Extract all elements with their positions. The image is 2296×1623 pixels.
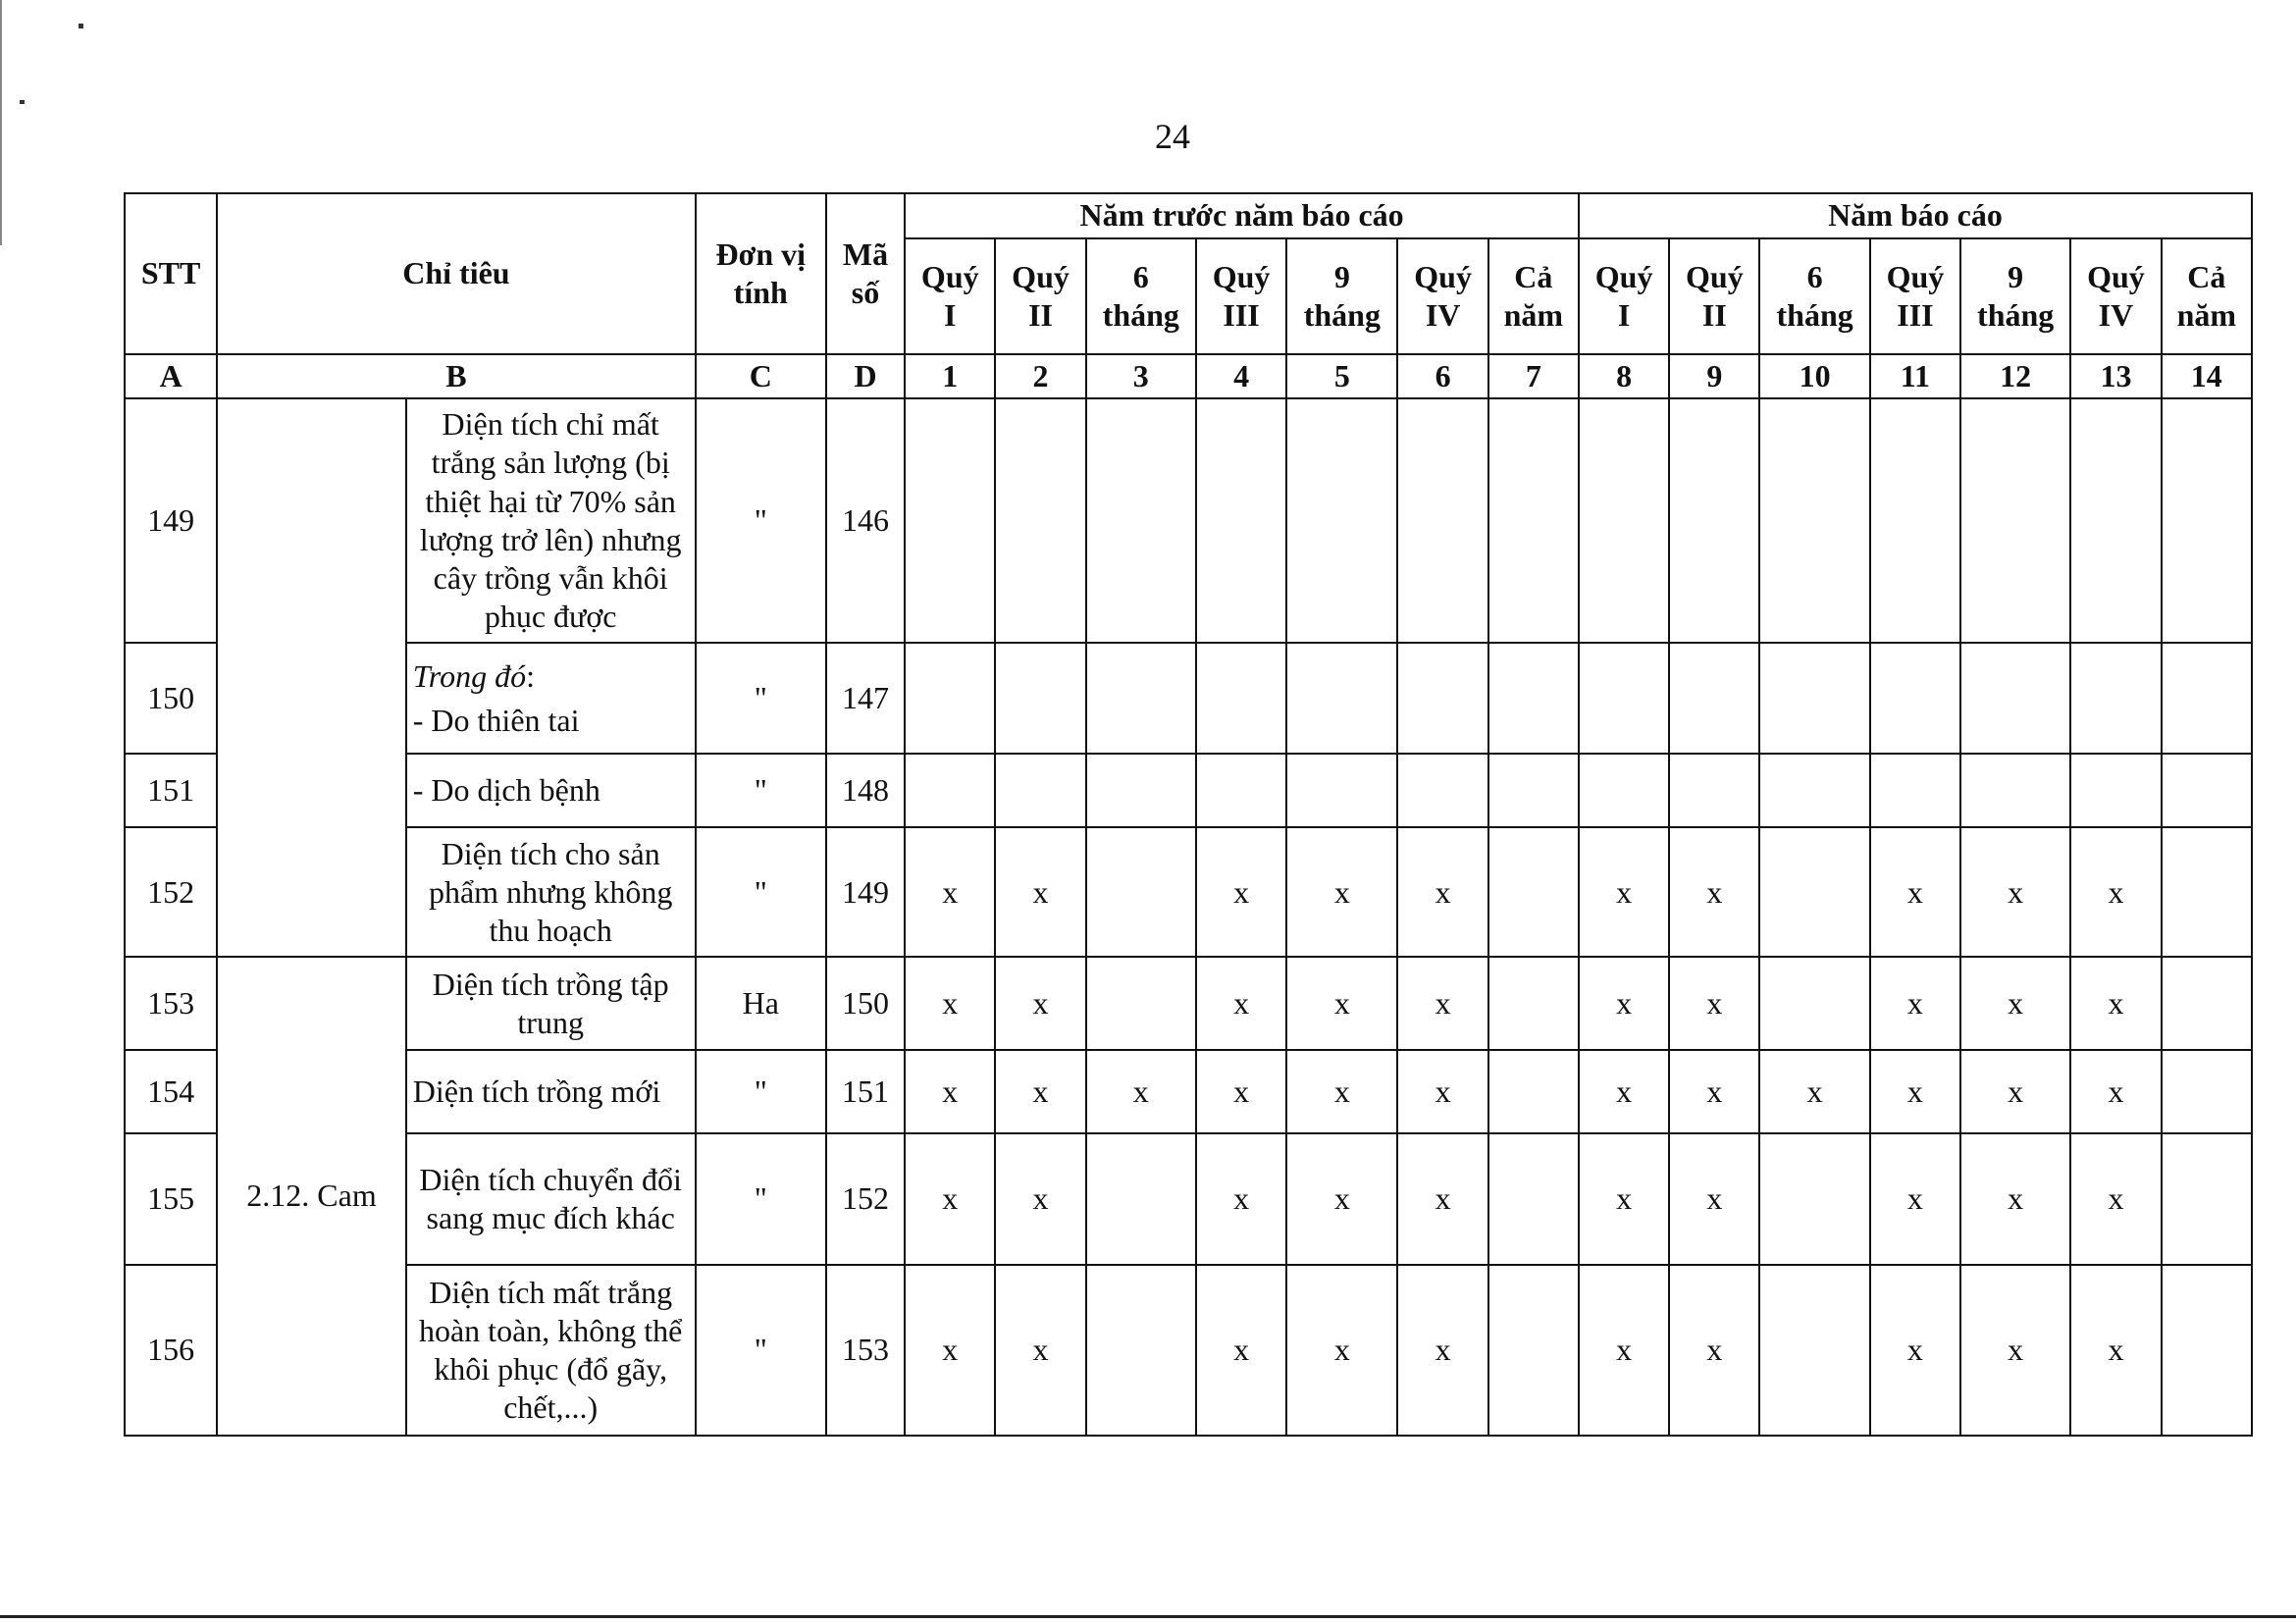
row-cell: x (1196, 827, 1286, 957)
col-code-number: 2 (995, 354, 1085, 398)
row-cell (1759, 398, 1869, 643)
col-code-letter: C (696, 354, 826, 398)
row-cell (1488, 827, 1579, 957)
row-label-italic: Trong đó (412, 657, 527, 694)
row-label: Diện tích chỉ mất trắng sản lượng (bị thiệt hại từ 70% sản lượng trở lên) nhưng cây trồng vẫn khôi phục được (406, 398, 696, 643)
row-cell: x (995, 827, 1085, 957)
row-cell: x (1960, 1265, 2070, 1436)
row-cell (995, 398, 1085, 643)
table-row (125, 398, 2252, 643)
row-cell (1669, 398, 1759, 643)
row-cell: x (995, 1265, 1085, 1436)
footer-rule (0, 1615, 2296, 1618)
row-cell: x (995, 1133, 1085, 1265)
col-code-number: 10 (1759, 354, 1869, 398)
scan-speck (78, 24, 83, 28)
row-cell (1286, 398, 1397, 643)
col-header-period: Cả năm (1488, 238, 1579, 354)
col-header-chi-tieu: Chỉ tiêu (217, 193, 695, 354)
row-cell (1488, 957, 1579, 1050)
row-cell (1397, 754, 1487, 827)
row-cell (1286, 643, 1397, 754)
row-cell: x (1196, 1050, 1286, 1133)
row-cell: x (1579, 827, 1669, 957)
row-cell (905, 398, 995, 643)
col-header-period: 9 tháng (1960, 238, 2070, 354)
col-header-period: Quý IV (1397, 238, 1487, 354)
table-row (125, 1133, 2252, 1265)
row-cell (1759, 827, 1869, 957)
row-cell (2162, 643, 2252, 754)
row-cell: x (1669, 827, 1759, 957)
col-code-number: 4 (1196, 354, 1286, 398)
row-code: 152 (826, 1133, 905, 1265)
row-label: Diện tích chuyển đổi sang mục đích khác (406, 1133, 696, 1265)
row-cell (2162, 827, 2252, 957)
row-cell: x (1196, 957, 1286, 1050)
col-header-period: 6 tháng (1759, 238, 1869, 354)
scan-speck (20, 100, 25, 104)
row-cell: x (1086, 1050, 1196, 1133)
row-cell (1086, 827, 1196, 957)
row-cell (1086, 1133, 1196, 1265)
row-code: 151 (826, 1050, 905, 1133)
row-cell: x (1960, 1050, 2070, 1133)
row-code: 153 (826, 1265, 905, 1436)
header-row-letters (125, 354, 2252, 398)
table-row (125, 827, 2252, 957)
row-cell (995, 643, 1085, 754)
row-cell: x (1870, 957, 1960, 1050)
col-code-number: 9 (1669, 354, 1759, 398)
row-cell (2070, 398, 2161, 643)
row-cell (2070, 754, 2161, 827)
row-cell (1579, 754, 1669, 827)
row-cell: x (1960, 1133, 2070, 1265)
row-cell: x (1397, 957, 1487, 1050)
row-cell (1669, 754, 1759, 827)
row-stt: 152 (125, 827, 217, 957)
row-cell (1086, 643, 1196, 754)
row-cell (2162, 1265, 2252, 1436)
row-label: - Do dịch bệnh (406, 754, 696, 827)
row-cell (1397, 643, 1487, 754)
row-code: 149 (826, 827, 905, 957)
col-header-period: 6 tháng (1086, 238, 1196, 354)
row-cell: x (2070, 827, 2161, 957)
row-cell: x (1286, 1050, 1397, 1133)
col-header-stt: STT (125, 193, 217, 354)
row-cell (1870, 643, 1960, 754)
row-cell: x (995, 1050, 1085, 1133)
row-cell: x (1286, 827, 1397, 957)
col-code-number: 8 (1579, 354, 1669, 398)
row-cell: x (2070, 1133, 2161, 1265)
row-label: Diện tích cho sản phẩm nhưng không thu hoạch (406, 827, 696, 957)
col-code-number: 14 (2162, 354, 2252, 398)
table-row (125, 754, 2252, 827)
col-code-letter: B (217, 354, 695, 398)
row-cell (1086, 1265, 1196, 1436)
row-code: 146 (826, 398, 905, 643)
table-row (125, 1050, 2252, 1133)
row-cell (1759, 957, 1869, 1050)
row-cell (1960, 754, 2070, 827)
row-cell (1086, 398, 1196, 643)
row-cell (1488, 1265, 1579, 1436)
row-cell (1488, 754, 1579, 827)
row-cell (2162, 754, 2252, 827)
row-cell: x (1669, 1133, 1759, 1265)
col-header-ma-so: Mã số (826, 193, 905, 354)
col-group-prev-year: Năm trước năm báo cáo (905, 193, 1579, 238)
row-group-cam: 2.12. Cam (217, 957, 406, 1436)
row-stt: 153 (125, 957, 217, 1050)
row-cell: x (1669, 957, 1759, 1050)
row-cell: x (1669, 1265, 1759, 1436)
row-cell (1086, 957, 1196, 1050)
row-cell (1196, 754, 1286, 827)
row-cell (905, 754, 995, 827)
row-stt: 154 (125, 1050, 217, 1133)
row-cell (1286, 754, 1397, 827)
row-cell (1086, 754, 1196, 827)
row-cell (1488, 643, 1579, 754)
row-unit: " (696, 1265, 826, 1436)
col-group-report-year: Năm báo cáo (1579, 193, 2252, 238)
row-cell (2070, 643, 2161, 754)
row-code: 150 (826, 957, 905, 1050)
row-cell (1759, 1265, 1869, 1436)
col-header-period: Quý III (1196, 238, 1286, 354)
row-cell (1196, 398, 1286, 643)
row-cell: x (1960, 957, 2070, 1050)
row-stt: 151 (125, 754, 217, 827)
row-cell: x (1579, 957, 1669, 1050)
row-unit: " (696, 1133, 826, 1265)
row-cell: x (1196, 1265, 1286, 1436)
row-unit: Ha (696, 957, 826, 1050)
row-cell (1870, 754, 1960, 827)
row-unit: " (696, 1050, 826, 1133)
row-cell: x (905, 1050, 995, 1133)
row-cell (1759, 754, 1869, 827)
col-header-period: Quý II (1669, 238, 1759, 354)
row-label: Diện tích trồng tập trung (406, 957, 696, 1050)
row-cell (1579, 643, 1669, 754)
row-cell: x (1870, 1265, 1960, 1436)
row-unit: " (696, 754, 826, 827)
row-label (406, 643, 696, 754)
row-cell (1397, 398, 1487, 643)
row-cell: x (1579, 1050, 1669, 1133)
row-cell: x (1870, 1133, 1960, 1265)
col-code-number: 6 (1397, 354, 1487, 398)
row-stt: 150 (125, 643, 217, 754)
row-cell: x (1579, 1133, 1669, 1265)
col-code-letter: D (826, 354, 905, 398)
row-unit: " (696, 643, 826, 754)
row-cell: x (1960, 827, 2070, 957)
row-group-upper (217, 398, 406, 957)
row-cell: x (1196, 1133, 1286, 1265)
row-cell (1759, 643, 1869, 754)
row-stt: 149 (125, 398, 217, 643)
row-cell: x (2070, 957, 2161, 1050)
row-cell: x (905, 1265, 995, 1436)
row-cell (1669, 643, 1759, 754)
row-stt: 156 (125, 1265, 217, 1436)
row-cell: x (1397, 1050, 1487, 1133)
row-cell (1488, 1133, 1579, 1265)
row-cell: x (905, 1133, 995, 1265)
row-cell: x (1669, 1050, 1759, 1133)
row-cell: x (1286, 1133, 1397, 1265)
col-header-period: Quý IV (2070, 238, 2161, 354)
col-code-number: 12 (1960, 354, 2070, 398)
row-cell (1488, 1050, 1579, 1133)
row-cell (905, 643, 995, 754)
row-cell (2162, 957, 2252, 1050)
col-code-number: 3 (1086, 354, 1196, 398)
col-header-period: Quý I (1579, 238, 1669, 354)
row-unit: " (696, 398, 826, 643)
row-cell: x (1286, 957, 1397, 1050)
row-cell (995, 754, 1085, 827)
row-unit: " (696, 827, 826, 957)
row-cell: x (1397, 827, 1487, 957)
row-cell: x (1759, 1050, 1869, 1133)
row-cell (1579, 398, 1669, 643)
row-cell (2162, 1050, 2252, 1133)
col-code-number: 1 (905, 354, 995, 398)
row-cell (1870, 398, 1960, 643)
row-cell: x (905, 957, 995, 1050)
col-header-period: 9 tháng (1286, 238, 1397, 354)
row-label: Diện tích trồng mới (406, 1050, 696, 1133)
row-cell: x (995, 957, 1085, 1050)
row-cell: x (1870, 1050, 1960, 1133)
row-cell: x (1286, 1265, 1397, 1436)
col-code-number: 5 (1286, 354, 1397, 398)
col-header-period: Quý III (1870, 238, 1960, 354)
header-row-1 (125, 193, 2252, 238)
row-label: Diện tích mất trắng hoàn toàn, không thể khôi phục (đổ gãy, chết,...) (406, 1265, 696, 1436)
row-cell (1759, 1133, 1869, 1265)
row-cell: x (2070, 1265, 2161, 1436)
row-cell (2162, 1133, 2252, 1265)
row-code: 148 (826, 754, 905, 827)
page-number: 24 (1155, 117, 1190, 156)
row-code: 147 (826, 643, 905, 754)
col-code-number: 11 (1870, 354, 1960, 398)
table-row (125, 643, 2252, 754)
row-cell (2162, 398, 2252, 643)
col-code-number: 13 (2070, 354, 2161, 398)
row-cell: x (1579, 1265, 1669, 1436)
row-cell: x (2070, 1050, 2161, 1133)
row-cell (1960, 643, 2070, 754)
col-header-period: Cả năm (2162, 238, 2252, 354)
col-header-period: Quý II (995, 238, 1085, 354)
col-code-number: 7 (1488, 354, 1579, 398)
row-cell: x (1397, 1133, 1487, 1265)
table-row (125, 1265, 2252, 1436)
col-header-period: Quý I (905, 238, 995, 354)
row-cell: x (1397, 1265, 1487, 1436)
row-cell: x (905, 827, 995, 957)
row-label-line2: - Do thiên tai (412, 702, 580, 738)
table-row (125, 957, 2252, 1050)
col-header-don-vi-tinh: Đơn vị tính (696, 193, 826, 354)
row-cell (1488, 398, 1579, 643)
row-label-colon: : (526, 657, 535, 694)
row-cell (1960, 398, 2070, 643)
row-stt: 155 (125, 1133, 217, 1265)
report-table (124, 192, 2253, 1437)
row-cell: x (1870, 827, 1960, 957)
row-cell (1196, 643, 1286, 754)
col-code-letter: A (125, 354, 217, 398)
